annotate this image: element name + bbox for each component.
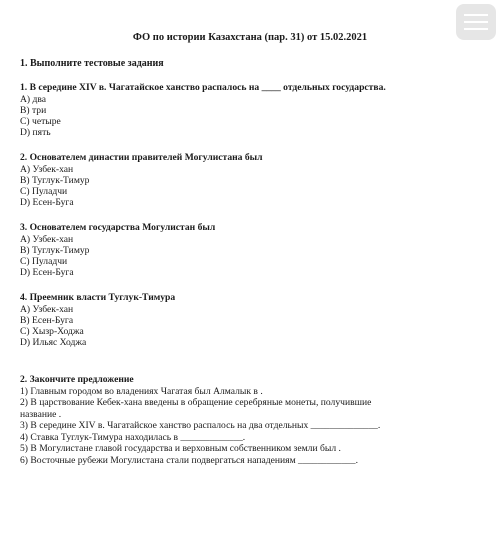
sentence-2: 2) В царствование Кебек-хана введены в обращение серебряные монеты, получившие [20, 397, 372, 408]
question-2-option-a: А) Узбек-хан [20, 164, 74, 175]
question-4: 4. Преемник власти Туглук-Тимура [20, 292, 176, 303]
section2-heading: 2. Закончите предложение [20, 374, 134, 385]
question-4-option-d: D) Ильяс Ходжа [20, 337, 87, 348]
section1-heading: 1. Выполните тестовые задания [20, 58, 164, 69]
sentence-4: 4) Ставка Туглук-Тимура находилась в _____________. [20, 431, 246, 443]
question-3-option-c: С) Пуладчи [20, 256, 68, 267]
menu-bar [464, 14, 488, 16]
sentence-5: 5) В Могулистане главой государства и верховным собственником земли был . [20, 443, 341, 454]
question-1-option-a: А) два [20, 94, 47, 105]
menu-bar [464, 28, 488, 30]
question-2-option-c: С) Пуладчи [20, 186, 68, 197]
section2 [20, 374, 490, 466]
sentence-6: 6) Восточные рубежи Могулистана стали подвергаться нападениям ____________. [20, 454, 358, 466]
question-3-option-a: А) Узбек-хан [20, 234, 74, 245]
sentence-1: 1) Главным городом во владениях Чагатая был Алмалык в . [20, 385, 263, 397]
question-2-option-b: В) Туглук-Тимур [20, 175, 90, 186]
sentence-3: 3) В середине XIV в. Чагатайское ханство распалось на два отдельных ______________. [20, 420, 381, 431]
question-1: 1. В середине XIV в. Чагатайское ханство распалось на ____ отдельных государства. [20, 82, 386, 93]
question-2: 2. Основателем династии правителей Могулистана был [20, 152, 263, 163]
question-3-option-d: D) Есен-Буга [20, 267, 74, 278]
question-4-option-c: С) Хызр-Ходжа [20, 326, 84, 337]
question-1-option-b: В) три [20, 105, 47, 116]
question-4-option-b: В) Есен-Буга [20, 315, 74, 326]
sentence-2-continuation: название . [20, 408, 62, 420]
question-1-option-c: С) четыре [20, 116, 61, 127]
menu-bar [464, 21, 488, 23]
question-3-option-b: В) Туглук-Тимур [20, 245, 90, 256]
question-1-option-d: D) пять [20, 127, 51, 138]
question-3: 3. Основателем государства Могулистан был [20, 222, 216, 233]
question-2-option-d: D) Есен-Буга [20, 197, 74, 208]
question-4-option-a: А) Узбек-хан [20, 304, 74, 315]
page-title: ФО по истории Казахстана (пар. 31) от 15.02.2021 [132, 32, 368, 43]
